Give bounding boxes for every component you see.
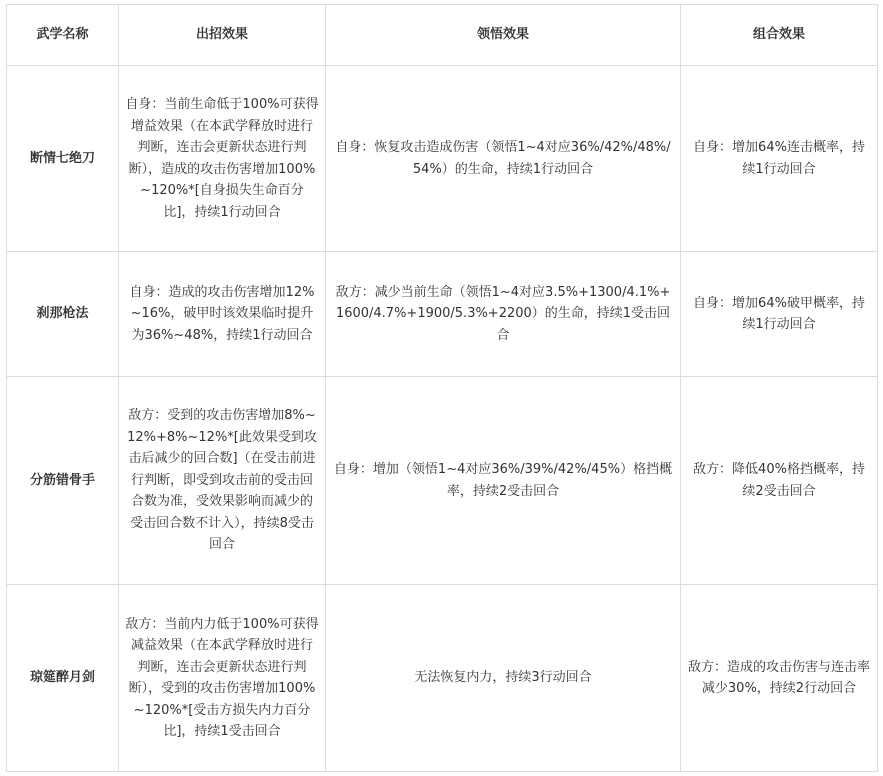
table-row bbox=[7, 252, 878, 377]
martial-art-name: 断情七绝刀 bbox=[7, 66, 119, 252]
header-combo-effect: 组合效果 bbox=[681, 5, 878, 66]
martial-art-name: 分筋错骨手 bbox=[7, 377, 119, 585]
table-row bbox=[7, 66, 878, 252]
header-insight-effect: 领悟效果 bbox=[326, 5, 681, 66]
combo-effect-cell: 自身：增加64%连击概率，持续1行动回合 bbox=[681, 66, 878, 252]
combo-effect-cell: 敌方：降低40%格挡概率，持续2受击回合 bbox=[681, 377, 878, 585]
insight-effect-cell: 自身：恢复攻击造成伤害（领悟1~4对应36%/42%/48%/54%）的生命，持续1行动回合 bbox=[326, 66, 681, 252]
table-header-row bbox=[7, 5, 878, 66]
move-effect-cell: 自身：造成的攻击伤害增加12%~16%，破甲时该效果临时提升为36%~48%，持续1行动回合 bbox=[119, 252, 326, 377]
header-name: 武学名称 bbox=[7, 5, 119, 66]
header-move-effect: 出招效果 bbox=[119, 5, 326, 66]
combo-effect-cell: 自身：增加64%破甲概率，持续1行动回合 bbox=[681, 252, 878, 377]
move-effect-cell: 敌方：当前内力低于100%可获得减益效果（在本武学释放时进行判断，连击会更新状态进行判断），受到的攻击伤害增加100%~120%*[受击方损失内力百分比]，持续1受击回合 bbox=[119, 585, 326, 772]
move-effect-cell: 自身：当前生命低于100%可获得增益效果（在本武学释放时进行判断，连击会更新状态进行判断），造成的攻击伤害增加100%~120%*[自身损失生命百分比]，持续1行动回合 bbox=[119, 66, 326, 252]
insight-effect-cell: 无法恢复内力，持续3行动回合 bbox=[326, 585, 681, 772]
martial-arts-table bbox=[6, 4, 878, 772]
martial-art-name: 刹那枪法 bbox=[7, 252, 119, 377]
table-row bbox=[7, 377, 878, 585]
table-row bbox=[7, 585, 878, 772]
insight-effect-cell: 敌方：减少当前生命（领悟1~4对应3.5%+1300/4.1%+1600/4.7%+1900/5.3%+2200）的生命，持续1受击回合 bbox=[326, 252, 681, 377]
move-effect-cell: 敌方：受到的攻击伤害增加8%~12%+8%~12%*[此效果受到攻击后减少的回合数]（在受击前进行判断，即受到攻击前的受击回合数为准，受效果影响而减少的受击回合数不计入），持续8受击回合 bbox=[119, 377, 326, 585]
martial-art-name: 琼筵醉月剑 bbox=[7, 585, 119, 772]
insight-effect-cell: 自身：增加（领悟1~4对应36%/39%/42%/45%）格挡概率，持续2受击回合 bbox=[326, 377, 681, 585]
combo-effect-cell: 敌方：造成的攻击伤害与连击率减少30%，持续2行动回合 bbox=[681, 585, 878, 772]
